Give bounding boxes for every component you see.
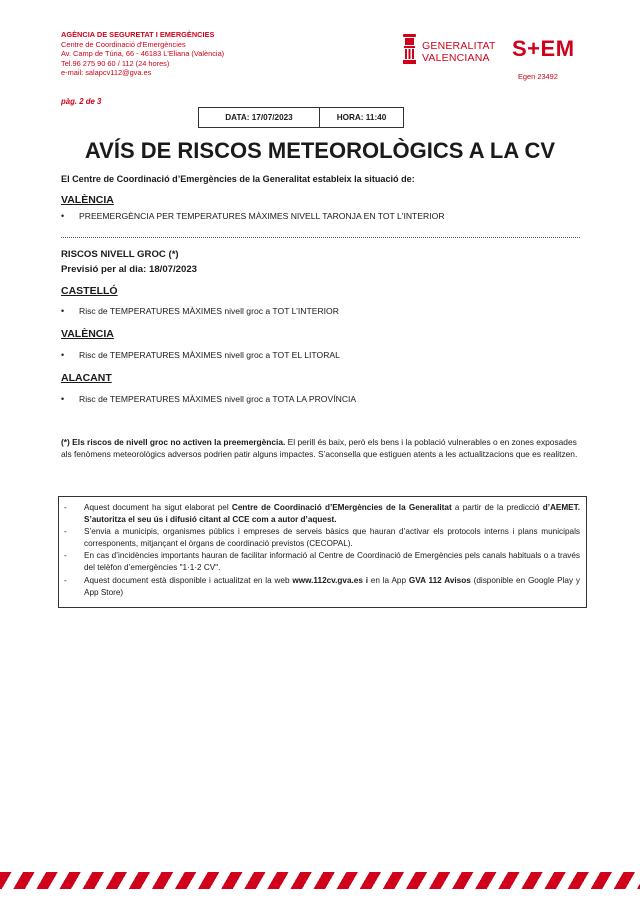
region-heading-alacant: ALACANT: [61, 372, 112, 384]
emergency-item-text: PREEMERGÈNCIA PER TEMPERATURES MÀXIMES NIVELL TARONJA EN TOT L'INTERIOR: [79, 211, 445, 221]
bullet-icon: •: [61, 394, 65, 404]
info-text: Aquest document ha sigut elaborat pel: [84, 503, 232, 512]
info-item: [64, 502, 580, 526]
document-title: AVÍS DE RISCOS METEOROLÒGICS A LA CV: [84, 138, 556, 163]
note-bold: (*) Els riscos de nivell groc no activen la preemergència.: [61, 437, 286, 447]
time-cell: HORA: 11:40: [320, 107, 404, 128]
note-text: El perill és baix, però els bens i la població vulnerables o en zones exposades als fenòmens meteorològics adversos podrien patir alguns impactes. S’aconsella que estiguen atents a les actualitzacions que es realitzen.: [61, 437, 578, 460]
info-item: [64, 575, 580, 599]
dash-marker: -: [64, 503, 67, 512]
info-box: [58, 496, 587, 608]
date-time-box: [198, 107, 404, 128]
agency-email: e-mail: salapcv112@gva.es: [61, 68, 152, 78]
info-item: [64, 526, 580, 550]
agency-center: Centre de Coordinació d'Emergències: [61, 39, 186, 49]
agency-name: AGÈNCIA DE SEGURETAT I EMERGÈNCIES: [61, 30, 215, 39]
risks-heading: RISCOS NIVELL GROC (*): [61, 249, 179, 260]
risks-forecast: Previsió per al dia: 18/07/2023: [61, 264, 197, 275]
generalitat-logo-text: [422, 40, 496, 64]
info-item: [64, 550, 580, 574]
region-heading-castello: CASTELLÓ: [61, 285, 118, 297]
intro-text: El Centre de Coordinació d’Emergències de la Generalitat estableix la situació de:: [61, 174, 415, 184]
sem-logo: S+EM: [512, 36, 575, 61]
app-name: GVA 112 Avisos: [408, 575, 471, 585]
info-text: En cas d’incidències importants hauran de facilitar informació al Centre de Coordinació de Emergències pels canals habituals o a través del telèfon d’emergències "1·1·2 CV".: [84, 551, 580, 573]
dash-marker: -: [64, 575, 67, 585]
risk-item-alacant: [61, 394, 356, 404]
bullet-icon: •: [61, 211, 65, 221]
risk-item-text: Risc de TEMPERATURES MÀXIMES nivell groc a TOT EL LITORAL: [79, 350, 340, 360]
info-text: a partir de la predicció: [451, 503, 543, 512]
agency-block: [61, 30, 224, 78]
dash-marker: -: [64, 551, 67, 561]
risk-item-text: Risc de TEMPERATURES MÀXIMES nivell groc a TOT L’INTERIOR: [79, 306, 339, 316]
dash-marker: -: [64, 527, 67, 537]
footer-stripe: [0, 872, 640, 889]
info-text: (disponible en Google Play y App Store): [84, 575, 580, 597]
risk-item-valencia: [61, 350, 340, 360]
agency-address: Av. Camp de Túria, 66 - 46183 L'Eliana (València): [61, 49, 225, 59]
yellow-level-note: [61, 436, 581, 461]
agency-phone: Tel.96 275 90 60 / 112 (24 hores): [61, 58, 170, 68]
date-cell: DATA: 17/07/2023: [198, 107, 320, 128]
gv-line1: GENERALITAT: [422, 40, 496, 52]
info-text: en la App: [367, 575, 409, 585]
emergency-region: VALÈNCIA: [61, 194, 114, 206]
section-divider: [61, 237, 580, 238]
egen-code: Egen 23492: [518, 72, 558, 81]
emergency-item: [61, 211, 445, 221]
bullet-icon: •: [61, 306, 65, 316]
bullet-icon: •: [61, 350, 65, 360]
info-bold: Centre de Coordinació d’EMergències de la Generalitat: [231, 503, 452, 512]
info-text: S’envia a municipis, organismes públics i empreses de serveis bàsics que hauran d’activar els protocols interns i plans municipals corresponents, mitjançant el òrgans de coordinació previstos (CECOPAL).: [84, 527, 580, 549]
risk-item-castello: [61, 306, 339, 316]
info-text: Aquest document està disponible i actualitzat en la web: [84, 575, 293, 585]
page-number: pàg. 2 de 3: [61, 97, 102, 106]
risk-item-text: Risc de TEMPERATURES MÀXIMES nivell groc a TOTA LA PROVÍNCIA: [79, 394, 357, 404]
gv-line2: VALENCIANA: [422, 52, 490, 64]
website-link[interactable]: www.112cv.gva.es i: [292, 575, 368, 585]
region-heading-valencia: VALÈNCIA: [61, 328, 114, 340]
info-bold: d’AEMET. S’autoritza el seu ús i difusió citant al CCE com a autor d’aquest.: [84, 503, 580, 525]
